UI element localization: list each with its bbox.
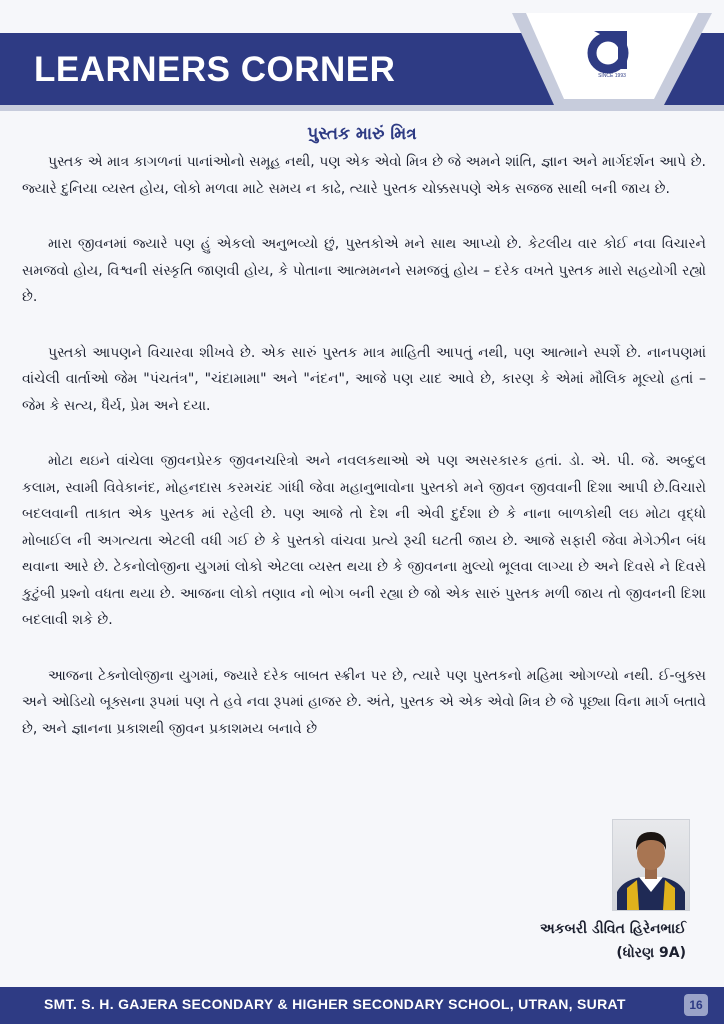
author-name: અકબરી ડીવિત હિરેનભાઈ [540, 921, 686, 937]
footer-school-name: SMT. S. H. GAJERA SECONDARY & HIGHER SECONDARY SCHOOL, UTRAN, SURAT [44, 996, 626, 1012]
author-photo [612, 819, 690, 911]
logo-since-text: SINCE 1993 [598, 73, 626, 79]
page-number: 16 [684, 994, 708, 1016]
author-block [540, 917, 686, 965]
school-logo-icon [512, 13, 712, 105]
article-title: પુસ્તક મારું મિત્ર [307, 124, 417, 144]
author-class: (ધોરણ 9A) [616, 945, 686, 961]
header-underline [0, 105, 724, 111]
section-title: LEARNERS CORNER [34, 50, 396, 89]
paragraph-1: પુસ્તક એ માત્ર કાગળનાં પાનાંઓનો સમૂહ નથી, પણ એક એવો મિત્ર છે જે અમને શાંતિ, જ્ઞાન અને માર્ગદર્શન આપે છે. જ્યારે દુનિયા વ્યસ્ત હોય, લોકો મળવા માટે સમય ન કાઢે, ત્યારે પુસ્તક ચોક્કસપણે એક સજજ સાથી બની જાય છે. [22, 154, 706, 197]
paragraph-4: મોટા થઇને વાંચેલા જીવનપ્રેરક જીવનચરિત્રો અને નવલકથાઓ એ પણ અસરકારક હતાં. ડો. એ. પી. જે. અબ્દુલ કલામ, સ્વામી વિવેકાનંદ, મોહનદાસ કરમચંદ ગાંધી જેવા મહાનુભાવોના પુસ્તકો મને જીવન જીવવાની દિશા આપી છે.વિચારો બદલવાની તાકાત એક પુસ્તક માં રહેલી છે. પણ આજે તો દેશ ની એવી દુર્દશા છે કે નાના બાળકોથી લઇ મોટા વૃદ્ધો મોબાઈલ ની અગત્યતા એટલી વધી ગઈ છે કે પુસ્તકો વાંચવા પ્રત્યે રૂચી ઘટતી જાય છે. આજે સફારી જેવા મેગેઝીન બંધ થવાના આરે છે. ટેકનોલોજીના યુગમાં લોકો એટલા વ્યસ્ત થયા છે કે જીવનના મુલ્યો ભૂલવા લાગ્યા છે અને દિવસે ને દિવસે કુટુંબી પ્રશ્નો વધતા થયા છે. આજના લોકો તણાવ નો ભોગ બની રહ્યા છે જો એક સારું પુસ્તક મળી જાય તો જીવનની દિશા બદલાવી શકે છે. [22, 453, 706, 628]
paragraph-2: મારા જીવનમાં જ્યારે પણ હું એકલો અનુભવ્યો છું, પુસ્તકોએ મને સાથ આપ્યો છે. કેટલીય વાર કોઈ નવા વિચારને સમજવો હોય, વિશ્વની સંસ્કૃતિ જાણવી હોય, કે પોતાના આત્મમનને સમજવું હોય – દરેક વખતે પુસ્તક મારો સહયોગી રહ્યો છે. [22, 236, 706, 305]
paragraph-3: પુસ્તકો આપણને વિચારવા શીખવે છે. એક સારું પુસ્તક માત્ર માહિતી આપતું નથી, પણ આત્માને સ્પર્શે છે. નાનપણમાં વાંચેલી વાર્તાઓ જેમ "પંચતંત્ર", "ચંદામામા" અને "નંદન", આજે પણ યાદ આવે છે, કારણ કે એમાં મૌલિક મૂલ્યો હતાં – જેમ કે સત્ય, ધૈર્ય, પ્રેમ અને દયા. [22, 344, 706, 414]
student-portrait-icon [613, 820, 689, 910]
paragraph-5: આજના ટેક્નોલોજીના યુગમાં, જ્યારે દરેક બાબત સ્ક્રીન પર છે, ત્યારે પણ પુસ્તકનો મહિમા ઓગળ્યો નથી. ઈ-બુક્સ અને ઓડિયો બૂક્સના રૂપમાં પણ તે હવે નવા રૂપમાં હાજર છે. અંતે, પુસ્તક એ એક એવો મિત્ર છે જે પૂછ્યા વિના માર્ગ બતાવે છે, અને જ્ઞાનના પ્રકાશથી જીવન પ્રકાશમય બનાવે છે [22, 667, 706, 737]
article-body [22, 149, 706, 771]
